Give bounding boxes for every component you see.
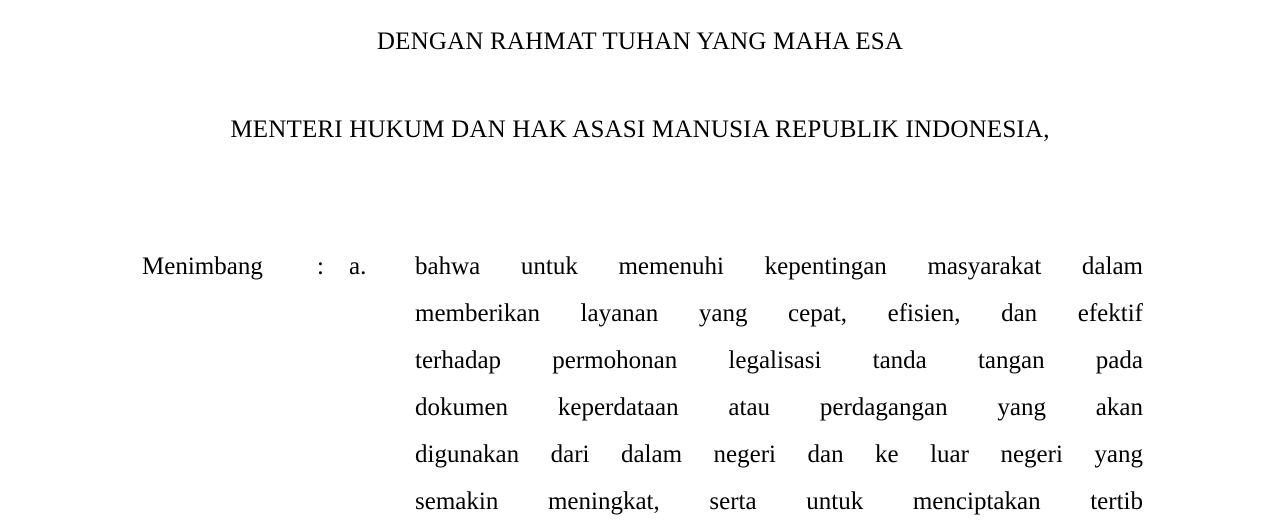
clause-line: bahwa untuk memenuhi kepentingan masyarakat dalam [415, 253, 1143, 280]
document-heading-primary: DENGAN RAHMAT TUHAN YANG MAHA ESA [376, 28, 904, 55]
clause-line: semakin meningkat, serta untuk menciptakan tertib [415, 488, 1143, 515]
clause-label: Menimbang [142, 253, 263, 280]
clause-colon: : [317, 253, 324, 280]
clause-line: memberikan layanan yang cepat, efisien, dan efektif [415, 300, 1143, 327]
clause-line: terhadap permohonan legalisasi tanda tangan pada [415, 347, 1143, 374]
clause-line: digunakan dari dalam negeri dan ke luar negeri yang [415, 441, 1143, 468]
clause-body [415, 243, 1143, 525]
document-heading-secondary: MENTERI HUKUM DAN HAK ASASI MANUSIA REPUBLIK INDONESIA, [230, 116, 1050, 143]
clause-item-letter: a. [349, 253, 367, 280]
considering-clause [142, 243, 1142, 525]
clause-line: dokumen keperdataan atau perdagangan yang akan [415, 394, 1143, 421]
